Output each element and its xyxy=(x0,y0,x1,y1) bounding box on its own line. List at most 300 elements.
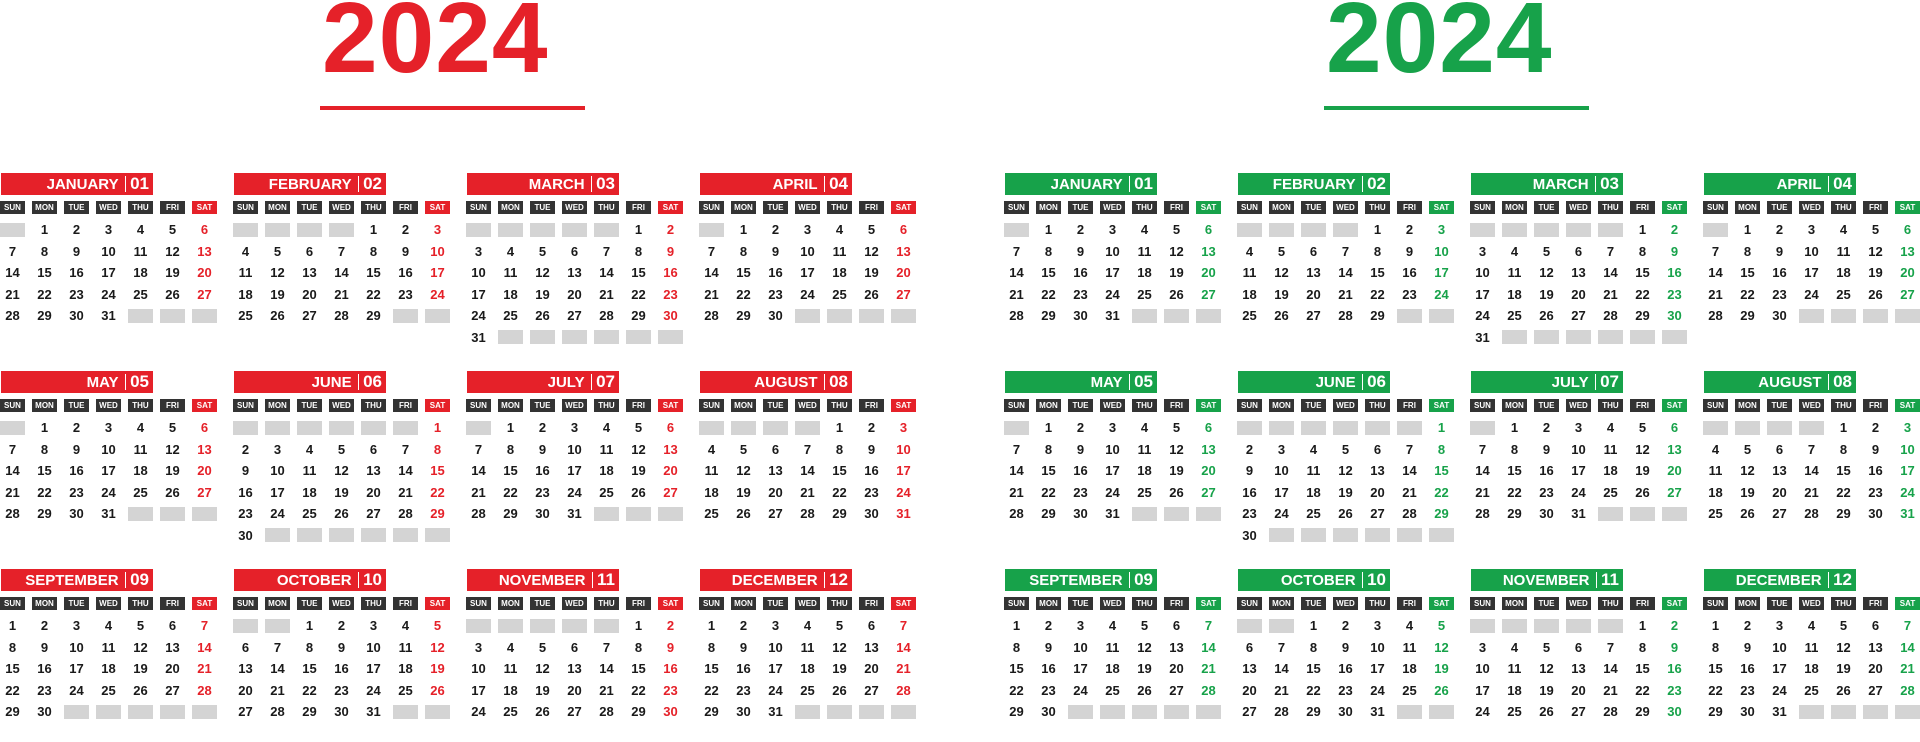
month-header xyxy=(700,569,852,591)
day-cell: 19 xyxy=(1635,463,1650,479)
weekday-row xyxy=(1703,597,1920,610)
week-row xyxy=(1470,658,1694,680)
day-cell: 24 xyxy=(1105,484,1120,500)
day-cell: 28 xyxy=(270,704,285,720)
weekday-mon: MON xyxy=(1502,399,1527,412)
empty-cell xyxy=(1397,309,1422,323)
weekday-sat: SAT xyxy=(1662,201,1687,214)
weekday-sat: SAT xyxy=(1429,597,1454,610)
day-cell: 23 xyxy=(535,484,550,500)
day-cell: 30 xyxy=(1740,704,1755,720)
day-cell: 3 xyxy=(1108,420,1117,436)
day-cell: 30 xyxy=(37,704,52,720)
day-cell: 19 xyxy=(1539,682,1554,698)
day-cell: 21 xyxy=(1338,286,1353,302)
week-row xyxy=(1237,637,1461,659)
weekday-row xyxy=(699,399,923,412)
day-cell: 6 xyxy=(168,618,177,634)
weekday-tue: TUE xyxy=(64,201,89,214)
weekday-sat: SAT xyxy=(1895,597,1920,610)
weekday-fri: FRI xyxy=(1863,399,1888,412)
day-cell: 22 xyxy=(503,484,518,500)
day-cell: 7 xyxy=(602,243,611,259)
week-row xyxy=(0,460,224,482)
day-cell: 22 xyxy=(1740,286,1755,302)
week-row xyxy=(1237,615,1461,637)
weekday-sun: SUN xyxy=(699,597,724,610)
day-cell: 26 xyxy=(535,704,550,720)
day-cell: 18 xyxy=(398,661,413,677)
weekday-thu: THU xyxy=(1132,399,1157,412)
week-row xyxy=(699,219,923,241)
day-cell: 19 xyxy=(1539,286,1554,302)
empty-cell xyxy=(393,705,418,719)
week-row xyxy=(699,503,923,525)
weekday-fri: FRI xyxy=(1164,399,1189,412)
day-cell: 13 xyxy=(1370,463,1385,479)
empty-cell xyxy=(1196,309,1221,323)
empty-cell xyxy=(1132,705,1157,719)
day-cell: 22 xyxy=(302,682,317,698)
weekday-sat: SAT xyxy=(425,399,450,412)
day-cell: 24 xyxy=(1900,484,1915,500)
day-cell: 6 xyxy=(1574,639,1583,655)
month-separator xyxy=(1362,176,1364,192)
day-cell: 23 xyxy=(398,286,413,302)
day-cell: 18 xyxy=(238,286,253,302)
day-cell: 1 xyxy=(1437,420,1446,436)
day-cell: 9 xyxy=(72,441,81,457)
day-cell: 3 xyxy=(1574,420,1583,436)
day-cell: 21 xyxy=(197,661,212,677)
day-cell: 11 xyxy=(101,639,116,655)
weekday-tue: TUE xyxy=(1767,399,1792,412)
day-cell: 11 xyxy=(133,441,148,457)
day-cell: 10 xyxy=(1105,243,1120,259)
week-row xyxy=(1237,701,1461,723)
day-cell: 11 xyxy=(398,639,413,655)
day-cell: 6 xyxy=(1204,420,1213,436)
empty-cell xyxy=(192,309,217,323)
weekday-fri: FRI xyxy=(1630,399,1655,412)
empty-cell xyxy=(1164,705,1189,719)
day-cell: 1 xyxy=(1044,222,1053,238)
month-header xyxy=(1704,569,1856,591)
day-cell: 21 xyxy=(1009,286,1024,302)
day-grid xyxy=(699,615,923,723)
day-cell: 4 xyxy=(1108,618,1117,634)
day-grid xyxy=(1004,615,1228,723)
day-cell: 27 xyxy=(1306,308,1321,324)
day-cell: 13 xyxy=(1306,265,1321,281)
weekday-wed: WED xyxy=(1100,399,1125,412)
weekday-sun: SUN xyxy=(1004,597,1029,610)
day-cell: 17 xyxy=(1370,661,1385,677)
day-cell: 1 xyxy=(8,618,17,634)
day-cell: 28 xyxy=(1475,506,1490,522)
day-cell: 30 xyxy=(69,506,84,522)
day-cell: 16 xyxy=(1041,661,1056,677)
day-cell: 1 xyxy=(1012,618,1021,634)
day-cell: 18 xyxy=(133,463,148,479)
day-cell: 5 xyxy=(1839,618,1848,634)
empty-cell xyxy=(1799,705,1824,719)
day-cell: 12 xyxy=(631,441,646,457)
week-row xyxy=(233,305,457,327)
week-row xyxy=(233,503,457,525)
day-cell: 31 xyxy=(1105,506,1120,522)
empty-cell xyxy=(827,705,852,719)
month-name: MARCH xyxy=(528,175,585,193)
day-cell: 16 xyxy=(1338,661,1353,677)
week-row xyxy=(466,305,690,327)
empty-cell xyxy=(1132,309,1157,323)
day-cell: 20 xyxy=(1201,463,1216,479)
day-cell: 7 xyxy=(337,243,346,259)
day-cell: 23 xyxy=(1073,286,1088,302)
day-cell: 6 xyxy=(867,618,876,634)
week-row xyxy=(1470,284,1694,306)
day-cell: 16 xyxy=(1539,463,1554,479)
day-cell: 26 xyxy=(1539,704,1554,720)
day-cell: 29 xyxy=(736,308,751,324)
week-row xyxy=(1237,658,1461,680)
day-cell: 17 xyxy=(69,661,84,677)
day-cell: 29 xyxy=(1041,308,1056,324)
weekday-tue: TUE xyxy=(1534,597,1559,610)
day-cell: 11 xyxy=(1105,639,1120,655)
day-cell: 14 xyxy=(1274,661,1289,677)
day-cell: 6 xyxy=(1245,639,1254,655)
weekday-mon: MON xyxy=(731,201,756,214)
weekday-row xyxy=(0,201,224,214)
day-cell: 18 xyxy=(101,661,116,677)
empty-cell xyxy=(466,619,491,633)
day-cell: 15 xyxy=(1009,661,1024,677)
day-cell: 20 xyxy=(1571,286,1586,302)
month-number: 06 xyxy=(363,372,382,391)
weekday-sat: SAT xyxy=(1662,399,1687,412)
day-cell: 9 xyxy=(72,243,81,259)
day-cell: 15 xyxy=(1708,661,1723,677)
week-row xyxy=(699,482,923,504)
day-cell: 4 xyxy=(602,420,611,436)
day-cell: 13 xyxy=(197,243,212,259)
month-separator xyxy=(591,176,593,192)
empty-cell xyxy=(1429,309,1454,323)
day-cell: 30 xyxy=(663,308,678,324)
day-cell: 14 xyxy=(398,463,413,479)
day-cell: 15 xyxy=(1370,265,1385,281)
day-cell: 22 xyxy=(366,286,381,302)
day-cell: 15 xyxy=(1635,661,1650,677)
day-cell: 7 xyxy=(899,618,908,634)
day-cell: 14 xyxy=(1338,265,1353,281)
day-cell: 21 xyxy=(599,286,614,302)
week-row xyxy=(0,305,224,327)
day-cell: 2 xyxy=(1542,420,1551,436)
week-row xyxy=(466,219,690,241)
day-cell: 6 xyxy=(570,243,579,259)
empty-cell xyxy=(1397,705,1422,719)
day-cell: 28 xyxy=(5,308,20,324)
weekday-sun: SUN xyxy=(466,399,491,412)
week-row xyxy=(699,241,923,263)
weekday-tue: TUE xyxy=(763,597,788,610)
day-cell: 27 xyxy=(567,308,582,324)
day-cell: 2 xyxy=(1775,222,1784,238)
empty-cell xyxy=(265,619,290,633)
day-cell: 28 xyxy=(896,682,911,698)
weekday-sun: SUN xyxy=(1703,201,1728,214)
month-name: FEBRUARY xyxy=(268,175,352,193)
day-cell: 13 xyxy=(197,441,212,457)
day-cell: 17 xyxy=(1772,661,1787,677)
weekday-sat: SAT xyxy=(658,201,683,214)
weekday-sun: SUN xyxy=(0,201,25,214)
week-row xyxy=(1237,305,1461,327)
day-cell: 2 xyxy=(401,222,410,238)
empty-cell xyxy=(361,421,386,435)
day-cell: 10 xyxy=(896,441,911,457)
day-cell: 16 xyxy=(1073,265,1088,281)
day-cell: 26 xyxy=(133,682,148,698)
weekday-sat: SAT xyxy=(192,597,217,610)
weekday-fri: FRI xyxy=(859,201,884,214)
day-cell: 9 xyxy=(241,463,250,479)
weekday-mon: MON xyxy=(1502,201,1527,214)
day-cell: 18 xyxy=(133,265,148,281)
day-cell: 29 xyxy=(302,704,317,720)
day-cell: 12 xyxy=(1635,441,1650,457)
day-cell: 9 xyxy=(1670,243,1679,259)
day-cell: 21 xyxy=(896,661,911,677)
day-cell: 26 xyxy=(165,484,180,500)
empty-cell xyxy=(265,421,290,435)
day-cell: 5 xyxy=(538,243,547,259)
week-row xyxy=(1004,219,1228,241)
empty-cell xyxy=(1237,421,1262,435)
empty-cell xyxy=(1502,619,1527,633)
day-cell: 29 xyxy=(1635,704,1650,720)
day-grid xyxy=(699,219,923,327)
weekday-thu: THU xyxy=(1365,201,1390,214)
day-grid xyxy=(1004,417,1228,525)
day-cell: 26 xyxy=(631,484,646,500)
day-cell: 25 xyxy=(832,286,847,302)
day-cell: 23 xyxy=(334,682,349,698)
day-cell: 15 xyxy=(5,661,20,677)
day-cell: 2 xyxy=(666,618,675,634)
week-row xyxy=(0,503,224,525)
day-cell: 22 xyxy=(736,286,751,302)
empty-cell xyxy=(1333,528,1358,542)
weekday-wed: WED xyxy=(1333,201,1358,214)
day-cell: 15 xyxy=(1740,265,1755,281)
day-cell: 14 xyxy=(1475,463,1490,479)
day-cell: 19 xyxy=(535,286,550,302)
weekday-tue: TUE xyxy=(1534,201,1559,214)
empty-cell xyxy=(1502,330,1527,344)
empty-cell xyxy=(1630,507,1655,521)
day-cell: 25 xyxy=(1836,286,1851,302)
day-cell: 4 xyxy=(104,618,113,634)
week-row xyxy=(0,701,224,723)
day-cell: 7 xyxy=(8,243,17,259)
day-cell: 4 xyxy=(1606,420,1615,436)
day-cell: 28 xyxy=(599,308,614,324)
day-cell: 19 xyxy=(832,661,847,677)
week-row xyxy=(466,262,690,284)
day-cell: 16 xyxy=(69,463,84,479)
weekday-sun: SUN xyxy=(1004,399,1029,412)
empty-cell xyxy=(1598,507,1623,521)
month-number: 04 xyxy=(829,174,848,193)
weekday-fri: FRI xyxy=(859,399,884,412)
day-cell: 13 xyxy=(1571,265,1586,281)
day-cell: 22 xyxy=(37,484,52,500)
week-row xyxy=(233,680,457,702)
day-cell: 10 xyxy=(366,639,381,655)
weekday-thu: THU xyxy=(594,201,619,214)
empty-cell xyxy=(1895,309,1920,323)
empty-cell xyxy=(265,223,290,237)
weekday-tue: TUE xyxy=(763,399,788,412)
empty-cell xyxy=(626,507,651,521)
day-cell: 22 xyxy=(1635,682,1650,698)
weekday-mon: MON xyxy=(265,597,290,610)
empty-cell xyxy=(160,507,185,521)
week-row xyxy=(0,637,224,659)
month-header xyxy=(234,173,386,195)
day-grid xyxy=(1237,417,1461,546)
weekday-fri: FRI xyxy=(1397,201,1422,214)
day-cell: 21 xyxy=(800,484,815,500)
day-cell: 7 xyxy=(1606,243,1615,259)
empty-cell xyxy=(1831,309,1856,323)
week-row xyxy=(1237,284,1461,306)
day-cell: 26 xyxy=(165,286,180,302)
day-grid xyxy=(1237,219,1461,327)
day-cell: 9 xyxy=(1670,639,1679,655)
day-grid xyxy=(1470,615,1694,723)
day-cell: 22 xyxy=(1009,682,1024,698)
week-row xyxy=(1470,439,1694,461)
day-cell: 21 xyxy=(1603,682,1618,698)
day-cell: 8 xyxy=(369,243,378,259)
week-row xyxy=(1237,460,1461,482)
day-cell: 21 xyxy=(5,484,20,500)
day-cell: 3 xyxy=(771,618,780,634)
weekday-thu: THU xyxy=(827,597,852,610)
week-row xyxy=(1004,460,1228,482)
day-grid xyxy=(466,219,690,348)
day-cell: 13 xyxy=(567,661,582,677)
day-cell: 23 xyxy=(1402,286,1417,302)
day-cell: 18 xyxy=(302,484,317,500)
weekday-sun: SUN xyxy=(233,399,258,412)
day-cell: 20 xyxy=(1772,484,1787,500)
day-cell: 25 xyxy=(503,308,518,324)
day-cell: 2 xyxy=(1670,222,1679,238)
day-cell: 1 xyxy=(707,618,716,634)
day-cell: 2 xyxy=(1076,420,1085,436)
day-cell: 4 xyxy=(1245,243,1254,259)
day-cell: 13 xyxy=(663,441,678,457)
week-row xyxy=(1004,482,1228,504)
day-cell: 13 xyxy=(1242,661,1257,677)
day-cell: 12 xyxy=(1169,441,1184,457)
day-cell: 8 xyxy=(1510,441,1519,457)
day-cell: 5 xyxy=(1542,639,1551,655)
day-cell: 20 xyxy=(1306,286,1321,302)
week-row xyxy=(233,417,457,439)
weekday-fri: FRI xyxy=(626,399,651,412)
month-header xyxy=(1,173,153,195)
empty-cell xyxy=(1735,421,1760,435)
day-cell: 9 xyxy=(538,441,547,457)
empty-cell xyxy=(498,619,523,633)
weekday-tue: TUE xyxy=(297,201,322,214)
week-row xyxy=(1703,615,1920,637)
weekday-tue: TUE xyxy=(1301,597,1326,610)
day-cell: 9 xyxy=(666,639,675,655)
month-separator xyxy=(1362,572,1364,588)
week-row xyxy=(1470,680,1694,702)
week-row xyxy=(233,658,457,680)
empty-cell xyxy=(1470,421,1495,435)
week-row xyxy=(0,262,224,284)
day-cell: 5 xyxy=(1437,618,1446,634)
day-cell: 12 xyxy=(535,265,550,281)
week-row xyxy=(699,439,923,461)
day-cell: 28 xyxy=(1708,308,1723,324)
weekday-tue: TUE xyxy=(1767,597,1792,610)
week-row xyxy=(466,241,690,263)
month-name: OCTOBER xyxy=(276,571,352,589)
day-cell: 5 xyxy=(168,222,177,238)
day-cell: 8 xyxy=(1044,441,1053,457)
week-row xyxy=(1470,262,1694,284)
day-cell: 9 xyxy=(1542,441,1551,457)
day-cell: 27 xyxy=(896,286,911,302)
day-cell: 25 xyxy=(599,484,614,500)
day-cell: 18 xyxy=(1507,682,1522,698)
day-cell: 4 xyxy=(506,639,515,655)
day-cell: 16 xyxy=(535,463,550,479)
day-cell: 2 xyxy=(72,222,81,238)
empty-cell xyxy=(530,330,555,344)
week-row xyxy=(466,327,690,349)
day-cell: 4 xyxy=(1807,618,1816,634)
empty-cell xyxy=(1767,421,1792,435)
day-cell: 9 xyxy=(771,243,780,259)
empty-cell xyxy=(393,528,418,542)
week-row xyxy=(1470,503,1694,525)
day-cell: 16 xyxy=(736,661,751,677)
weekday-tue: TUE xyxy=(763,201,788,214)
week-row xyxy=(1004,417,1228,439)
day-cell: 31 xyxy=(1900,506,1915,522)
weekday-fri: FRI xyxy=(1397,399,1422,412)
empty-cell xyxy=(1164,507,1189,521)
empty-cell xyxy=(795,309,820,323)
month-name: APRIL xyxy=(772,175,818,193)
weekday-sat: SAT xyxy=(891,399,916,412)
day-cell: 27 xyxy=(197,286,212,302)
day-cell: 12 xyxy=(1539,265,1554,281)
day-cell: 9 xyxy=(1743,639,1752,655)
